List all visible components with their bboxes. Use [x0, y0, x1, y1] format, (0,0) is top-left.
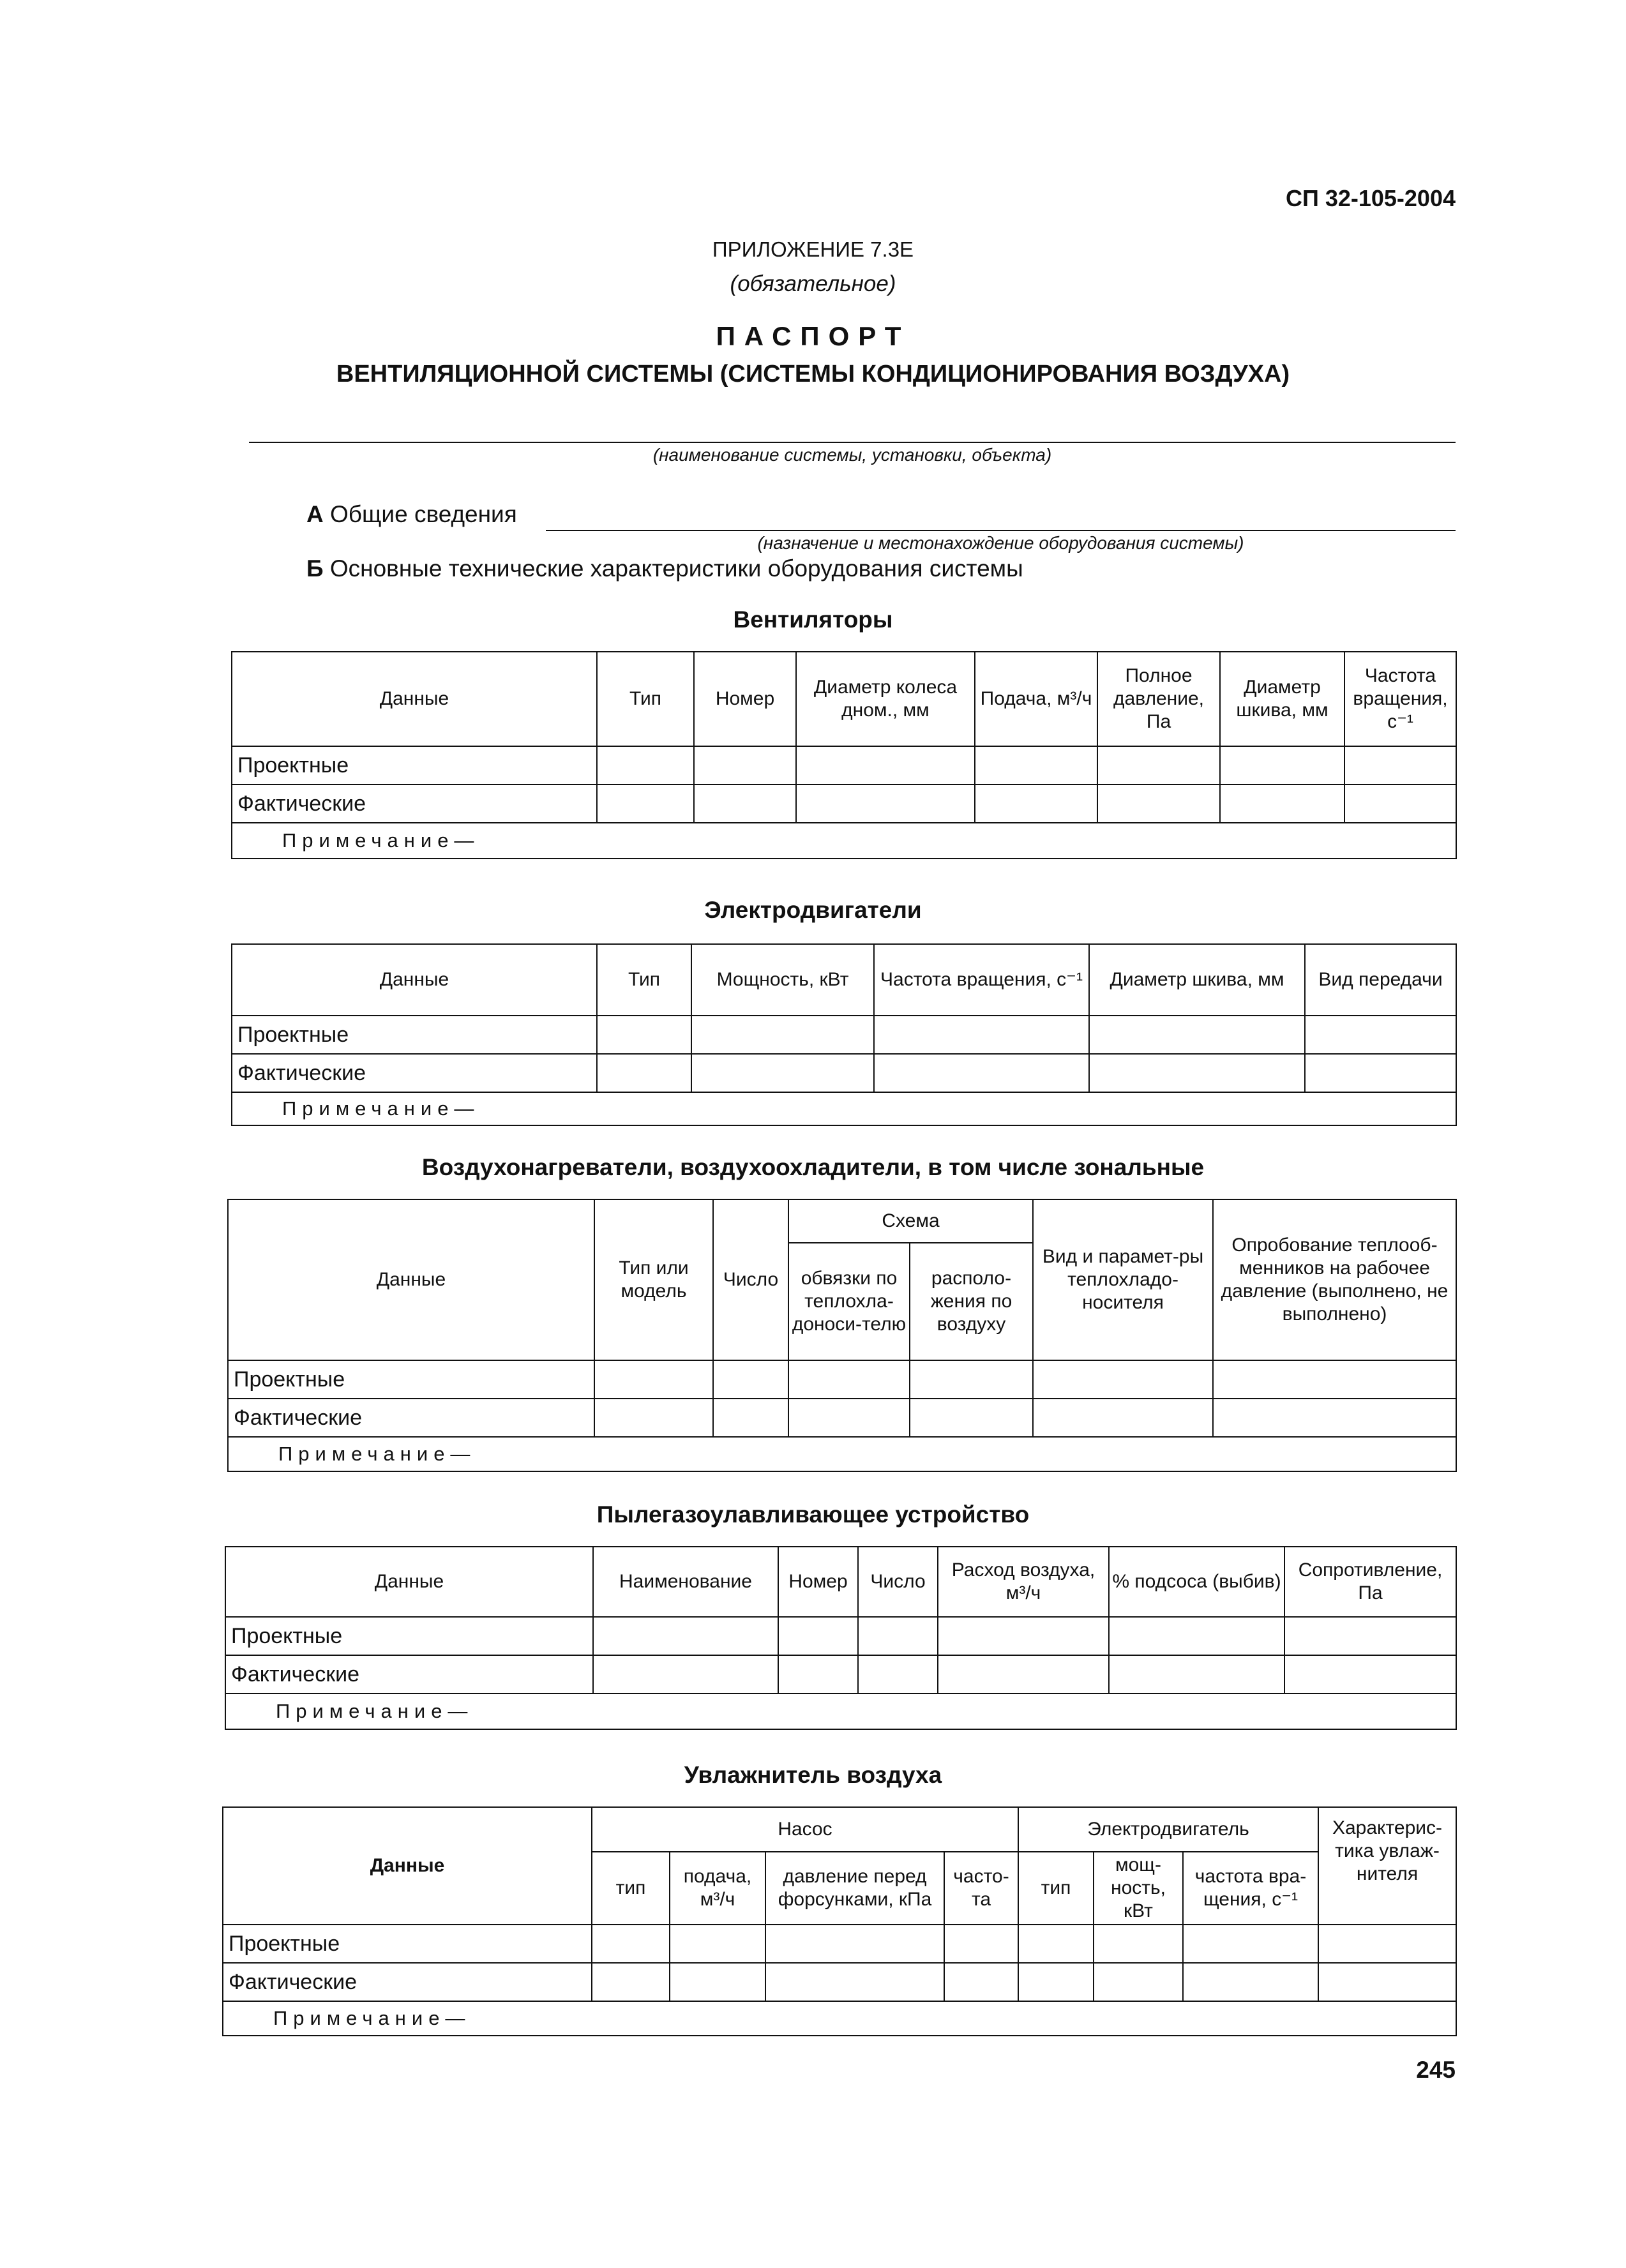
table-row	[232, 785, 1456, 823]
header-cell: Данные	[223, 1807, 592, 1925]
fans-table	[231, 651, 1457, 859]
header-cell: Полное давление, Па	[1097, 652, 1220, 746]
header-cell: Номер	[778, 1547, 858, 1617]
header-cell: Характерис-тика увлаж-нителя	[1318, 1807, 1456, 1925]
header-cell: Тип или модель	[594, 1199, 713, 1360]
header-cell: Вид и парамет-ры теплохладо-носителя	[1033, 1199, 1213, 1360]
input-cell[interactable]	[975, 785, 1097, 823]
input-cell[interactable]	[765, 1925, 944, 1963]
general-info-caption: (назначение и местонахождение оборудования системы)	[757, 533, 1244, 553]
input-cell[interactable]	[1344, 746, 1456, 785]
input-cell[interactable]	[1284, 1617, 1456, 1655]
row-label-actual: Фактические	[225, 1655, 593, 1693]
input-cell[interactable]	[874, 1054, 1089, 1092]
general-info-line	[546, 530, 1456, 531]
section-b	[306, 555, 1023, 582]
input-cell[interactable]	[597, 1054, 691, 1092]
input-cell[interactable]	[1089, 1016, 1305, 1054]
input-cell[interactable]	[594, 1399, 713, 1437]
section-a-letter: А	[306, 501, 324, 527]
note-cell[interactable]: Примечание—	[232, 823, 1456, 859]
input-cell[interactable]	[597, 785, 694, 823]
page-subtitle: ВЕНТИЛЯЦИОННОЙ СИСТЕМЫ (СИСТЕМЫ КОНДИЦИОНИРОВАНИЯ ВОЗДУХА)	[336, 361, 1290, 387]
input-cell[interactable]	[593, 1655, 778, 1693]
note-row	[223, 2001, 1456, 2036]
header-cell: Данные	[228, 1199, 594, 1360]
input-cell[interactable]	[713, 1360, 788, 1399]
note-row	[225, 1693, 1456, 1729]
table-header-row	[228, 1199, 1456, 1243]
header-cell: Диаметр колеса дном., мм	[796, 652, 975, 746]
input-cell[interactable]	[1033, 1399, 1213, 1437]
row-label-design: Проектные	[232, 1016, 597, 1054]
input-cell[interactable]	[1018, 1963, 1094, 2001]
header-cell: Насос	[592, 1807, 1018, 1852]
input-cell[interactable]	[874, 1016, 1089, 1054]
input-cell[interactable]	[1220, 785, 1344, 823]
input-cell[interactable]	[1094, 1925, 1183, 1963]
input-cell[interactable]	[1284, 1655, 1456, 1693]
row-label-actual: Фактические	[232, 1054, 597, 1092]
input-cell[interactable]	[1094, 1963, 1183, 2001]
header-cell: Мощность, кВт	[691, 944, 874, 1016]
input-cell[interactable]	[765, 1963, 944, 2001]
table-row	[223, 1925, 1456, 1963]
section-a-label: Общие сведения	[330, 501, 517, 527]
input-cell[interactable]	[1213, 1399, 1456, 1437]
header-cell: Диаметр шкива, мм	[1089, 944, 1305, 1016]
document-code: СП 32-105-2004	[1285, 185, 1456, 211]
input-cell[interactable]	[1183, 1925, 1318, 1963]
header-cell: Номер	[694, 652, 796, 746]
header-cell: Данные	[232, 944, 597, 1016]
input-cell[interactable]	[594, 1360, 713, 1399]
table-row	[225, 1655, 1456, 1693]
input-cell[interactable]	[1220, 746, 1344, 785]
note-cell[interactable]: Примечание—	[232, 1092, 1456, 1125]
input-cell[interactable]	[938, 1655, 1109, 1693]
header-cell: Частота вращения, с⁻¹	[1344, 652, 1456, 746]
input-cell[interactable]	[944, 1925, 1018, 1963]
header-cell: часто-та	[944, 1852, 1018, 1925]
input-cell[interactable]	[910, 1360, 1033, 1399]
input-cell[interactable]	[788, 1399, 910, 1437]
input-cell[interactable]	[1305, 1016, 1456, 1054]
table-row	[232, 1016, 1456, 1054]
section-a	[306, 501, 517, 528]
table-row	[232, 746, 1456, 785]
input-cell[interactable]	[1318, 1925, 1456, 1963]
input-cell[interactable]	[796, 785, 975, 823]
input-cell[interactable]	[975, 746, 1097, 785]
header-cell: Опробование теплооб-менников на рабочее давление (выполнено, не выполнено)	[1213, 1199, 1456, 1360]
input-cell[interactable]	[1109, 1617, 1284, 1655]
row-label-actual: Фактические	[228, 1399, 594, 1437]
header-cell: обвязки по теплохла-доноси-телю	[788, 1243, 910, 1360]
header-cell: Данные	[225, 1547, 593, 1617]
input-cell[interactable]	[944, 1963, 1018, 2001]
mandatory-label: (обязательное)	[730, 271, 896, 296]
header-cell: % подсоса (выбив)	[1109, 1547, 1284, 1617]
input-cell[interactable]	[691, 1016, 874, 1054]
input-cell[interactable]	[1183, 1963, 1318, 2001]
motors-title: Электродвигатели	[704, 897, 922, 923]
input-cell[interactable]	[691, 1054, 874, 1092]
header-cell: Электродвигатель	[1018, 1807, 1318, 1852]
input-cell[interactable]	[1089, 1054, 1305, 1092]
header-cell: тип	[1018, 1852, 1094, 1925]
input-cell[interactable]	[1344, 785, 1456, 823]
input-cell[interactable]	[592, 1925, 670, 1963]
input-cell[interactable]	[778, 1655, 858, 1693]
row-label-design: Проектные	[228, 1360, 594, 1399]
system-name-line	[249, 442, 1456, 443]
header-cell: Схема	[788, 1199, 1033, 1243]
table-header-row	[223, 1807, 1456, 1852]
system-name-caption: (наименование системы, установки, объекта)	[652, 445, 1052, 465]
header-cell: Частота вращения, с⁻¹	[874, 944, 1089, 1016]
header-cell: Подача, м³/ч	[975, 652, 1097, 746]
input-cell[interactable]	[858, 1655, 938, 1693]
input-cell[interactable]	[713, 1399, 788, 1437]
input-cell[interactable]	[694, 785, 796, 823]
header-cell: Наименование	[593, 1547, 778, 1617]
page-number: 245	[1416, 2057, 1456, 2083]
input-cell[interactable]	[778, 1617, 858, 1655]
input-cell[interactable]	[938, 1617, 1109, 1655]
row-label-design: Проектные	[223, 1925, 592, 1963]
row-label-design: Проектные	[232, 746, 597, 785]
motors-table	[231, 943, 1457, 1126]
appendix-label: ПРИЛОЖЕНИЕ 7.3Е	[712, 237, 914, 261]
row-label-actual: Фактические	[223, 1963, 592, 2001]
input-cell[interactable]	[858, 1617, 938, 1655]
header-cell: Тип	[597, 944, 691, 1016]
input-cell[interactable]	[1109, 1655, 1284, 1693]
heaters-title: Воздухонагреватели, воздухоохладители, в том числе зональные	[421, 1154, 1205, 1180]
input-cell[interactable]	[1018, 1925, 1094, 1963]
table-row	[228, 1360, 1456, 1399]
note-row	[232, 1092, 1456, 1125]
input-cell[interactable]	[597, 1016, 691, 1054]
input-cell[interactable]	[694, 746, 796, 785]
humidifier-table	[222, 1806, 1457, 2036]
input-cell[interactable]	[670, 1963, 765, 2001]
table-row	[225, 1617, 1456, 1655]
dust-title: Пылегазоулавливающее устройство	[596, 1501, 1030, 1528]
input-cell[interactable]	[910, 1399, 1033, 1437]
header-cell: Сопротивление, Па	[1284, 1547, 1456, 1617]
header-cell: частота вра-щения, с⁻¹	[1183, 1852, 1318, 1925]
table-row	[223, 1963, 1456, 2001]
table-row	[228, 1399, 1456, 1437]
note-row	[232, 823, 1456, 859]
input-cell[interactable]	[597, 746, 694, 785]
header-cell: подача, м³/ч	[670, 1852, 765, 1925]
header-cell: Вид передачи	[1305, 944, 1456, 1016]
input-cell[interactable]	[1033, 1360, 1213, 1399]
section-b-letter: Б	[306, 555, 324, 582]
note-cell[interactable]: Примечание—	[223, 2001, 1456, 2036]
dust-table	[225, 1546, 1457, 1730]
header-cell: Диаметр шкива, мм	[1220, 652, 1344, 746]
header-cell: Число	[858, 1547, 938, 1617]
input-cell[interactable]	[592, 1963, 670, 2001]
note-cell[interactable]: Примечание—	[228, 1437, 1456, 1471]
input-cell[interactable]	[1097, 785, 1220, 823]
section-b-label: Основные технические характеристики оборудования системы	[329, 555, 1023, 582]
input-cell[interactable]	[1097, 746, 1220, 785]
table-header-row	[225, 1547, 1456, 1617]
header-cell: мощ-ность, кВт	[1094, 1852, 1183, 1925]
row-label-design: Проектные	[225, 1617, 593, 1655]
header-cell: тип	[592, 1852, 670, 1925]
row-label-actual: Фактические	[232, 785, 597, 823]
header-cell: Данные	[232, 652, 597, 746]
fans-title: Вентиляторы	[733, 606, 893, 633]
input-cell[interactable]	[1213, 1360, 1456, 1399]
input-cell[interactable]	[796, 746, 975, 785]
table-row	[232, 1054, 1456, 1092]
table-header-row	[232, 652, 1456, 746]
input-cell[interactable]	[1305, 1054, 1456, 1092]
header-cell: Расход воздуха, м³/ч	[938, 1547, 1109, 1617]
header-cell: располо-жения по воздуху	[910, 1243, 1033, 1360]
humidifier-title: Увлажнитель воздуха	[684, 1762, 942, 1788]
input-cell[interactable]	[593, 1617, 778, 1655]
note-row	[228, 1437, 1456, 1471]
input-cell[interactable]	[670, 1925, 765, 1963]
note-cell[interactable]: Примечание—	[225, 1693, 1456, 1729]
header-cell: Число	[713, 1199, 788, 1360]
input-cell[interactable]	[788, 1360, 910, 1399]
heaters-table	[227, 1199, 1457, 1472]
input-cell[interactable]	[1318, 1963, 1456, 2001]
table-header-row	[232, 944, 1456, 1016]
page-title: ПАСПОРТ	[716, 321, 910, 351]
header-cell: Тип	[597, 652, 694, 746]
header-cell: давление перед форсунками, кПа	[765, 1852, 944, 1925]
